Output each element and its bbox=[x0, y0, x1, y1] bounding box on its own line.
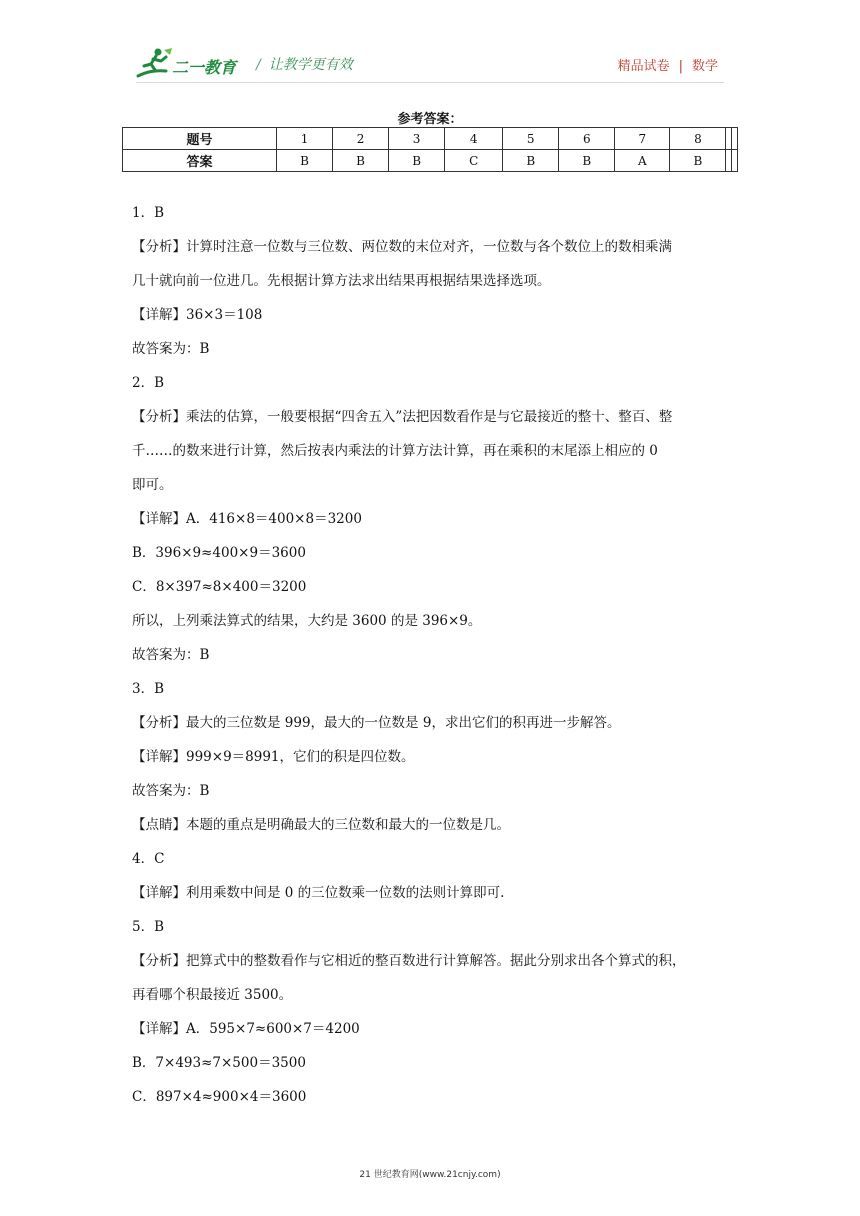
table-cell: B bbox=[333, 150, 389, 172]
answer-line: 故答案为：B bbox=[132, 341, 210, 357]
table-cell: 1 bbox=[277, 128, 333, 150]
slogan-text: 让教学更有效 bbox=[268, 57, 353, 73]
question-heading: 4．C bbox=[132, 851, 165, 867]
answer-row bbox=[123, 150, 738, 172]
detail-line: 【详解】36×3＝108 bbox=[132, 307, 263, 323]
table-cell: 题号 bbox=[123, 128, 277, 150]
table-cell: 8 bbox=[670, 128, 726, 150]
page-footer: 21 世纪教育网(www.21cnjy.com) bbox=[359, 1170, 501, 1180]
detail-line: C．897×4≈900×4＝3600 bbox=[132, 1089, 307, 1105]
table-cell: 答案 bbox=[123, 150, 277, 172]
analysis-line: 【分析】把算式中的整数看作与它相近的整百数进行计算解答。据此分别求出各个算式的积， bbox=[132, 953, 686, 969]
detail-line: 【详解】利用乘数中间是 0 的三位数乘一位数的法则计算即可. bbox=[132, 885, 505, 901]
table-cell: 3 bbox=[389, 128, 445, 150]
key-point-line: 【点睛】本题的重点是明确最大的三位数和最大的一位数是几。 bbox=[132, 817, 510, 833]
table-cell bbox=[732, 150, 738, 172]
question-heading: 1．B bbox=[132, 205, 165, 221]
table-cell: B bbox=[670, 150, 726, 172]
table-cell: A bbox=[615, 150, 670, 172]
table-cell: C bbox=[445, 150, 503, 172]
detail-line: B．396×9≈400×9＝3600 bbox=[132, 545, 306, 561]
category-separator: | bbox=[678, 59, 683, 74]
detail-line: 【详解】999×9＝8991，它们的积是四位数。 bbox=[132, 749, 415, 765]
slogan bbox=[256, 54, 353, 74]
table-cell: B bbox=[389, 150, 445, 172]
running-figure-icon bbox=[136, 46, 176, 82]
answer-line: 故答案为：B bbox=[132, 783, 210, 799]
analysis-line: 【分析】计算时注意一位数与三位数、两位数的末位对齐，一位数与各个数位上的数相乘满 bbox=[132, 239, 672, 255]
detail-line: B．7×493≈7×500＝3500 bbox=[132, 1055, 306, 1071]
question-number-row bbox=[123, 128, 738, 150]
analysis-line: 【分析】最大的三位数是 999，最大的一位数是 9，求出它们的积再进一步解答。 bbox=[132, 715, 621, 731]
category-label: 精品试卷 bbox=[617, 59, 670, 74]
table-cell: B bbox=[559, 150, 615, 172]
detail-line: C．8×397≈8×400＝3200 bbox=[132, 579, 307, 595]
page-header bbox=[0, 0, 860, 90]
table-cell: 5 bbox=[503, 128, 559, 150]
question-heading: 5．B bbox=[132, 919, 165, 935]
slogan-slash: / bbox=[256, 57, 261, 73]
analysis-line: 千……的数来进行计算，然后按表内乘法的计算方法计算，再在乘积的末尾添上相应的 0 bbox=[132, 443, 658, 459]
table-cell: 4 bbox=[445, 128, 503, 150]
detail-line: 【详解】A．416×8＝400×8＝3200 bbox=[132, 511, 362, 527]
answer-table bbox=[122, 127, 738, 172]
detail-line: 【详解】A．595×7≈600×7＝4200 bbox=[132, 1021, 360, 1037]
answer-key-title: 参考答案： bbox=[397, 112, 463, 127]
analysis-line: 即可。 bbox=[132, 477, 173, 493]
table-cell: 2 bbox=[333, 128, 389, 150]
table-cell: 6 bbox=[559, 128, 615, 150]
subject-label: 数学 bbox=[691, 59, 718, 74]
header-category bbox=[618, 55, 718, 74]
table-cell bbox=[732, 128, 738, 150]
table-cell: B bbox=[503, 150, 559, 172]
question-heading: 3．B bbox=[132, 681, 165, 697]
analysis-line: 再看哪个积最接近 3500。 bbox=[132, 987, 293, 1003]
brand-logo bbox=[136, 46, 248, 82]
question-heading: 2．B bbox=[132, 375, 165, 391]
solution-body bbox=[132, 196, 744, 1114]
table-cell: B bbox=[277, 150, 333, 172]
header-divider bbox=[136, 82, 724, 83]
detail-line: 所以，上列乘法算式的结果，大约是 3600 的是 396×9。 bbox=[132, 613, 482, 629]
analysis-line: 【分析】乘法的估算，一般要根据“四舍五入”法把因数看作是与它最接近的整十、整百、整 bbox=[132, 409, 673, 425]
analysis-line: 几十就向前一位进几。先根据计算方法求出结果再根据结果选择选项。 bbox=[132, 273, 551, 289]
table-cell: 7 bbox=[615, 128, 670, 150]
answer-line: 故答案为：B bbox=[132, 647, 210, 663]
logo-text: 二一教育 bbox=[172, 58, 237, 77]
